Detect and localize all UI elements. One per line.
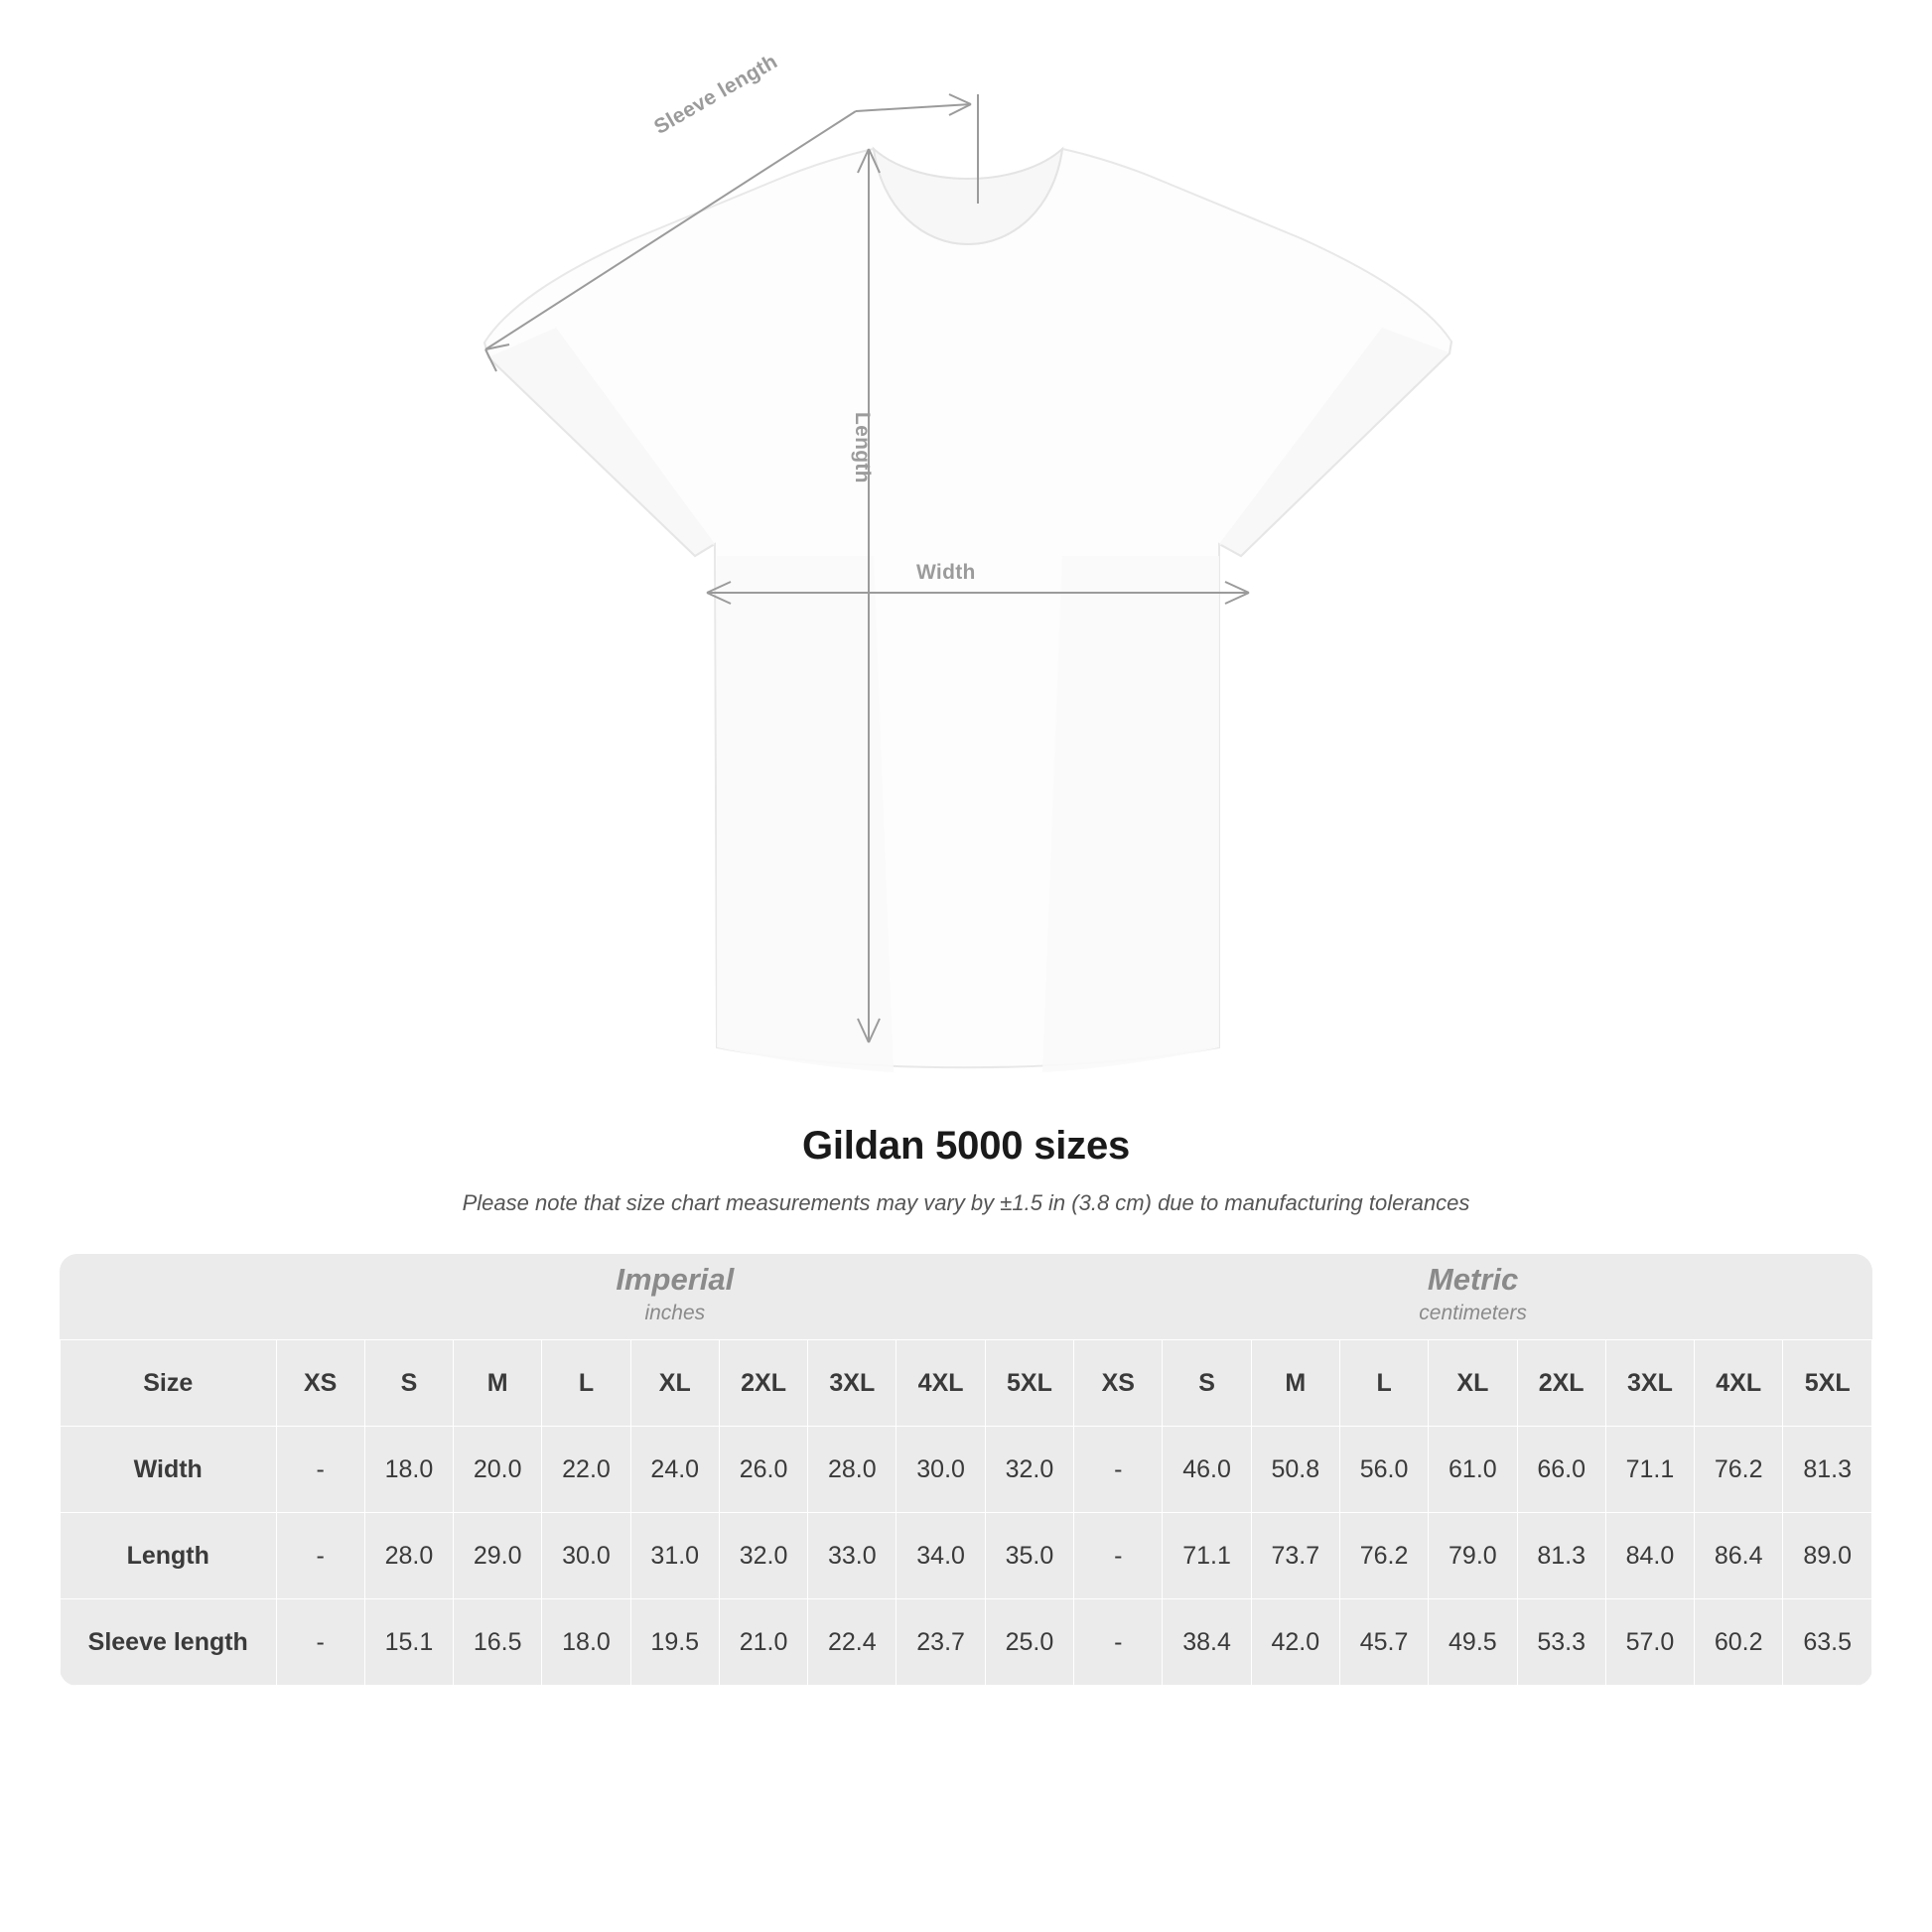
cell-sleeve-imperial-m: 16.5 [454, 1599, 542, 1686]
cell-length-imperial-4xl: 34.0 [897, 1513, 985, 1599]
cell-sleeve-metric-xl: 49.5 [1429, 1599, 1517, 1686]
cell-length-imperial-2xl: 32.0 [719, 1513, 807, 1599]
cell-length-imperial-5xl: 35.0 [985, 1513, 1073, 1599]
corner-cell [61, 1254, 277, 1340]
imperial-header [276, 1254, 1074, 1340]
table-row [61, 1599, 1872, 1686]
cell-length-metric-l: 76.2 [1339, 1513, 1428, 1599]
tshirt-shape [484, 149, 1451, 1072]
cell-width-imperial-3xl: 28.0 [808, 1427, 897, 1513]
cell-length-imperial-3xl: 33.0 [808, 1513, 897, 1599]
cell-sleeve-metric-l: 45.7 [1339, 1599, 1428, 1686]
cell-width-metric-5xl: 81.3 [1783, 1427, 1872, 1513]
unit-header-row [61, 1254, 1872, 1340]
cell-width-imperial-s: 18.0 [364, 1427, 453, 1513]
cell-width-imperial-m: 20.0 [454, 1427, 542, 1513]
size-label-cell: Size [61, 1340, 277, 1427]
size-table [60, 1254, 1872, 1686]
cell-width-imperial-4xl: 30.0 [897, 1427, 985, 1513]
row-label-width: Width [61, 1427, 277, 1513]
row-label-length: Length [61, 1513, 277, 1599]
cell-sleeve-imperial-2xl: 21.0 [719, 1599, 807, 1686]
col-head-metric-m: M [1251, 1340, 1339, 1427]
width-label: Width [916, 561, 976, 584]
cell-sleeve-metric-xs: - [1074, 1599, 1163, 1686]
cell-length-imperial-l: 30.0 [542, 1513, 630, 1599]
cell-length-metric-m: 73.7 [1251, 1513, 1339, 1599]
table-row [61, 1427, 1872, 1513]
cell-length-imperial-s: 28.0 [364, 1513, 453, 1599]
cell-width-metric-xs: - [1074, 1427, 1163, 1513]
col-head-imperial-4xl: 4XL [897, 1340, 985, 1427]
cell-width-metric-l: 56.0 [1339, 1427, 1428, 1513]
col-head-imperial-3xl: 3XL [808, 1340, 897, 1427]
cell-sleeve-metric-2xl: 53.3 [1517, 1599, 1605, 1686]
col-head-metric-2xl: 2XL [1517, 1340, 1605, 1427]
imperial-unit-name: Imperial [616, 1262, 735, 1298]
imperial-unit-sub: inches [644, 1302, 706, 1325]
length-label: Length [851, 412, 874, 483]
cell-width-metric-m: 50.8 [1251, 1427, 1339, 1513]
tolerance-note: Please note that size chart measurements may vary by ±1.5 in (3.8 cm) due to manufacturing tolerances [462, 1190, 1470, 1215]
cell-sleeve-metric-5xl: 63.5 [1783, 1599, 1872, 1686]
col-head-imperial-l: L [542, 1340, 630, 1427]
cell-sleeve-imperial-xs: - [276, 1599, 364, 1686]
cell-sleeve-metric-3xl: 57.0 [1605, 1599, 1694, 1686]
sleeve-length-label: Sleeve length [650, 50, 782, 139]
col-head-metric-5xl: 5XL [1783, 1340, 1872, 1427]
cell-width-imperial-l: 22.0 [542, 1427, 630, 1513]
col-head-imperial-2xl: 2XL [719, 1340, 807, 1427]
cell-sleeve-imperial-5xl: 25.0 [985, 1599, 1073, 1686]
metric-unit-sub: centimeters [1419, 1302, 1527, 1325]
table-row [61, 1513, 1872, 1599]
cell-sleeve-metric-m: 42.0 [1251, 1599, 1339, 1686]
cell-sleeve-imperial-3xl: 22.4 [808, 1599, 897, 1686]
cell-width-imperial-5xl: 32.0 [985, 1427, 1073, 1513]
cell-width-metric-s: 46.0 [1163, 1427, 1251, 1513]
cell-length-metric-4xl: 86.4 [1695, 1513, 1783, 1599]
metric-header [1074, 1254, 1872, 1340]
cell-width-metric-3xl: 71.1 [1605, 1427, 1694, 1513]
cell-width-metric-2xl: 66.0 [1517, 1427, 1605, 1513]
col-head-metric-xl: XL [1429, 1340, 1517, 1427]
cell-length-metric-xl: 79.0 [1429, 1513, 1517, 1599]
col-head-imperial-s: S [364, 1340, 453, 1427]
col-head-metric-3xl: 3XL [1605, 1340, 1694, 1427]
cell-width-metric-xl: 61.0 [1429, 1427, 1517, 1513]
col-head-metric-4xl: 4XL [1695, 1340, 1783, 1427]
col-head-imperial-m: M [454, 1340, 542, 1427]
cell-sleeve-imperial-s: 15.1 [364, 1599, 453, 1686]
cell-length-metric-5xl: 89.0 [1783, 1513, 1872, 1599]
page-title: Gildan 5000 sizes [801, 1124, 1131, 1168]
cell-sleeve-imperial-xl: 19.5 [630, 1599, 719, 1686]
cell-length-metric-3xl: 84.0 [1605, 1513, 1694, 1599]
cell-width-imperial-xl: 24.0 [630, 1427, 719, 1513]
cell-sleeve-imperial-4xl: 23.7 [897, 1599, 985, 1686]
cell-sleeve-metric-4xl: 60.2 [1695, 1599, 1783, 1686]
cell-width-metric-4xl: 76.2 [1695, 1427, 1783, 1513]
metric-unit-name: Metric [1427, 1262, 1519, 1298]
size-table-container [60, 1254, 1872, 1686]
col-head-metric-l: L [1339, 1340, 1428, 1427]
col-head-imperial-5xl: 5XL [985, 1340, 1073, 1427]
cell-length-imperial-xs: - [276, 1513, 364, 1599]
cell-width-imperial-2xl: 26.0 [719, 1427, 807, 1513]
cell-sleeve-metric-s: 38.4 [1163, 1599, 1251, 1686]
size-header-row [61, 1340, 1872, 1427]
cell-length-imperial-xl: 31.0 [630, 1513, 719, 1599]
col-head-imperial-xs: XS [276, 1340, 364, 1427]
cell-sleeve-imperial-l: 18.0 [542, 1599, 630, 1686]
col-head-imperial-xl: XL [630, 1340, 719, 1427]
cell-length-metric-2xl: 81.3 [1517, 1513, 1605, 1599]
col-head-metric-s: S [1163, 1340, 1251, 1427]
cell-length-metric-xs: - [1074, 1513, 1163, 1599]
row-label-sleeve-length: Sleeve length [61, 1599, 277, 1686]
cell-length-metric-s: 71.1 [1163, 1513, 1251, 1599]
col-head-metric-xs: XS [1074, 1340, 1163, 1427]
cell-width-imperial-xs: - [276, 1427, 364, 1513]
cell-length-imperial-m: 29.0 [454, 1513, 542, 1599]
